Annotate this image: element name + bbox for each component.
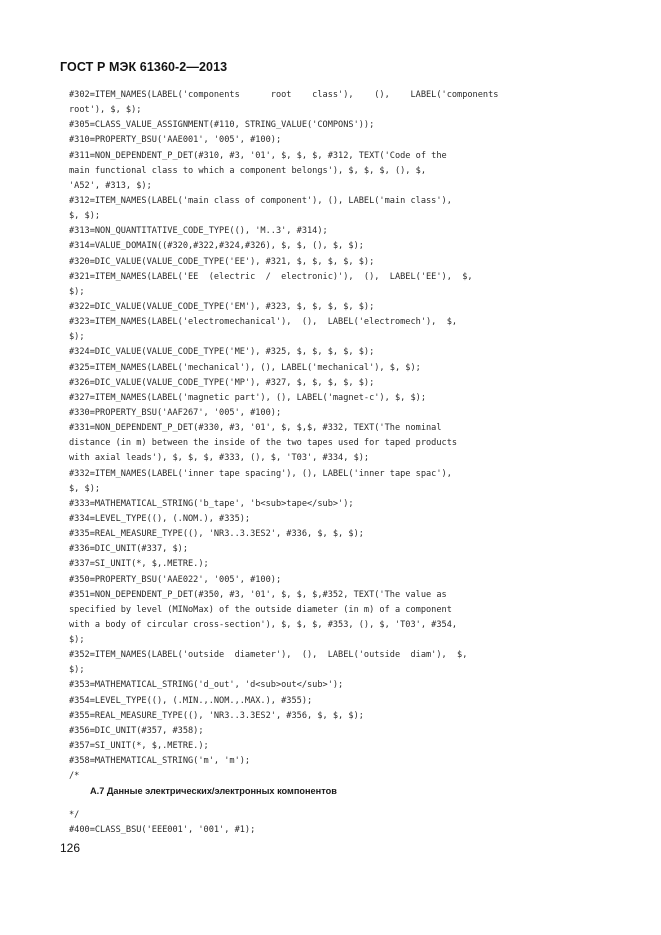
code-line: #325=ITEM_NAMES(LABEL('mechanical'), (), LABEL('mechanical'), $, $); xyxy=(69,362,421,373)
code-line: #332=ITEM_NAMES(LABEL('inner tape spacing'), (), LABEL('inner tape spac'), xyxy=(69,468,452,479)
code-line: #324=DIC_VALUE(VALUE_CODE_TYPE('ME'), #325, $, $, $, $, $); xyxy=(69,347,375,358)
code-line: #321=ITEM_NAMES(LABEL('EE (electric / electronic)'), (), LABEL('EE'), $, xyxy=(69,271,473,282)
code-line: #326=DIC_VALUE(VALUE_CODE_TYPE('MP'), #327, $, $, $, $, $); xyxy=(69,377,375,388)
code-line: #311=NON_DEPENDENT_P_DET(#310, #3, '01', $, $, $, #312, TEXT('Code of the xyxy=(69,150,447,161)
code-line: $); xyxy=(69,665,85,676)
code-line: #302=ITEM_NAMES(LABEL('components root class'), (), LABEL('components xyxy=(69,90,499,100)
code-line: #310=PROPERTY_BSU('AAE001', '005', #100); xyxy=(69,135,282,146)
document-header: ГОСТ Р МЭК 61360-2—2013 xyxy=(60,60,228,74)
code-line: #351=NON_DEPENDENT_P_DET(#350, #3, '01', $, $, $,#352, TEXT('The value as xyxy=(69,589,447,600)
code-line: #305=CLASS_VALUE_ASSIGNMENT(#110, STRING_VALUE('COMPONS')); xyxy=(69,120,375,131)
code-block-after xyxy=(69,808,255,838)
code-line: #331=NON_DEPENDENT_P_DET(#330, #3, '01', $, $,$, #332, TEXT('The nominal xyxy=(69,423,442,434)
code-line: $); xyxy=(69,286,85,297)
page-number: 126 xyxy=(60,841,81,855)
code-line: /* xyxy=(69,771,80,782)
code-line: #336=DIC_UNIT(#337, $); xyxy=(69,544,188,555)
code-line: 'A52', #313, $); xyxy=(69,180,152,191)
code-line: distance (in m) between the inside of the two tapes used for taped products xyxy=(69,438,458,449)
code-line: #312=ITEM_NAMES(LABEL('main class of component'), (), LABEL('main class'), xyxy=(69,195,452,206)
code-line: #313=NON_QUANTITATIVE_CODE_TYPE((), 'M..3', #314); xyxy=(69,226,328,237)
code-block xyxy=(69,88,569,784)
code-line: #355=REAL_MEASURE_TYPE((), 'NR3..3.3ES2', #356, $, $, $); xyxy=(69,710,364,721)
code-line: #337=SI_UNIT(*, $,.METRE.); xyxy=(69,559,209,570)
code-line: specified by level (MINoMax) of the outside diameter (in m) of a component xyxy=(69,604,452,615)
code-line: #333=MATHEMATICAL_STRING('b_tape', 'b<sub>tape</sub>'); xyxy=(69,498,354,509)
code-line: #327=ITEM_NAMES(LABEL('magnetic part'), (), LABEL('magnet-c'), $, $); xyxy=(69,392,426,403)
code-line: with axial leads'), $, $, $, #333, (), $, 'T03', #334, $); xyxy=(69,453,370,464)
code-line: #354=LEVEL_TYPE((), (.MIN.,.NOM.,.MAX.), #355); xyxy=(69,695,313,706)
code-line: #323=ITEM_NAMES(LABEL('electromechanical'), (), LABEL('electromech'), $, xyxy=(69,317,458,328)
code-line: #400=CLASS_BSU('EEE001', '001', #1); xyxy=(69,825,256,836)
code-line: */ xyxy=(69,810,80,820)
code-line: $, $); xyxy=(69,483,101,494)
code-line: $); xyxy=(69,332,85,343)
code-line: #322=DIC_VALUE(VALUE_CODE_TYPE('EM'), #323, $, $, $, $, $); xyxy=(69,301,375,312)
code-line: $); xyxy=(69,635,85,646)
code-line: with a body of circular cross-section'), $, $, $, #353, (), $, 'T03', #354, xyxy=(69,619,458,630)
code-line: #350=PROPERTY_BSU('AAE022', '005', #100); xyxy=(69,574,282,585)
code-line: #358=MATHEMATICAL_STRING('m', 'm'); xyxy=(69,756,251,767)
section-title: А.7 Данные электрических/электронных компонентов xyxy=(90,786,337,796)
code-line: root'), $, $); xyxy=(69,105,142,116)
code-line: #330=PROPERTY_BSU('AAF267', '005', #100); xyxy=(69,407,282,418)
code-line: #335=REAL_MEASURE_TYPE((), 'NR3..3.3ES2', #336, $, $, $); xyxy=(69,529,364,540)
code-line: #356=DIC_UNIT(#357, #358); xyxy=(69,725,204,736)
code-line: #334=LEVEL_TYPE((), (.NOM.), #335); xyxy=(69,513,251,524)
code-line: #357=SI_UNIT(*, $,.METRE.); xyxy=(69,741,209,752)
code-line: $, $); xyxy=(69,211,101,222)
code-line: #353=MATHEMATICAL_STRING('d_out', 'd<sub>out</sub>'); xyxy=(69,680,344,691)
code-line: #314=VALUE_DOMAIN((#320,#322,#324,#326), $, $, (), $, $); xyxy=(69,241,364,252)
code-line: main functional class to which a component belongs'), $, $, $, (), $, xyxy=(69,165,426,176)
code-line: #320=DIC_VALUE(VALUE_CODE_TYPE('EE'), #321, $, $, $, $, $); xyxy=(69,256,375,267)
code-line: #352=ITEM_NAMES(LABEL('outside diameter'), (), LABEL('outside diam'), $, xyxy=(69,650,468,661)
